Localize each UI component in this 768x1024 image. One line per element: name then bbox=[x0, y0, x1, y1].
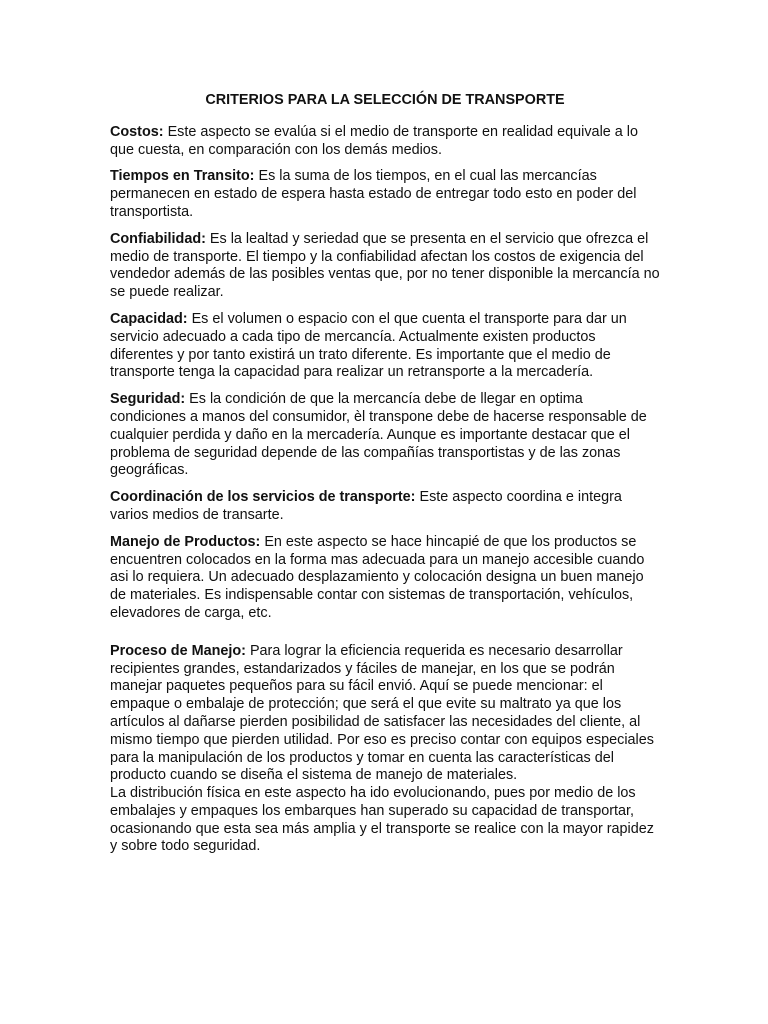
section-text: Este aspecto se evalúa si el medio de transporte en realidad equivale a lo que cuesta, en comparación con los demás medios. bbox=[110, 123, 638, 158]
section-term: Seguridad: bbox=[110, 391, 186, 408]
section-text: Es la lealtad y seriedad que se presenta en el servicio que ofrezca el medio de transporte. El tiempo y la confiabilidad afectan los costos de exigencia del vendedor además de las posibles ventas que, por no tener disponible la mercancía no se puede realizar. bbox=[110, 230, 660, 301]
section-text: Es el volumen o espacio con el que cuenta el transporte para dar un servicio adecuado a cada tipo de mercancía. Actualmente existen productos diferentes y por tanto existirá un trato diferente. Es importante que el medio de transporte tenga la capacidad para realizar un retransporte a la mercadería. bbox=[110, 310, 627, 381]
section-term: Costos: bbox=[110, 123, 164, 140]
section-text: En este aspecto se hace hincapié de que los productos se encuentren colocados en la forma mas adecuada para un manejo accesible cuando asi lo requiera. Un adecuado desplazamiento y colocación designa un buen manejo de materiales. Es indispensable contar con sistemas de transportación, vehículos, elevadores de carga, etc. bbox=[110, 533, 645, 621]
section-tiempos-en-transito bbox=[110, 168, 660, 221]
section-seguridad bbox=[110, 391, 660, 480]
document-title: CRITERIOS PARA LA SELECCIÓN DE TRANSPORTE bbox=[205, 92, 565, 108]
section-proceso-de-manejo bbox=[110, 643, 660, 785]
section-term: Proceso de Manejo: bbox=[110, 642, 246, 659]
document-body bbox=[110, 92, 660, 856]
section-manejo-de-productos bbox=[110, 534, 660, 623]
section-text: Es la condición de que la mercancía debe de llegar en optima condiciones a manos del consumidor, èl transpone debe de hacerse responsable de cualquier perdida y daño en la mercadería. Aunque es importante destacar que el problema de seguridad depende de las compañías transportistas y de las zonas geográficas. bbox=[110, 391, 647, 479]
section-confiabilidad bbox=[110, 231, 660, 302]
section-text: Es la suma de los tiempos, en el cual las mercancías permanecen en estado de espera hasta estado de entregar todo esto en poder del transportista. bbox=[110, 168, 637, 220]
section-text: Para lograr la eficiencia requerida es necesario desarrollar recipientes grandes, estandarizados y fáciles de manejar, en los que se podrán manejar paquetes pequeños para su fácil envió. Aquí se puede mencionar: el empaque o embalaje de protección; que será el que evite su maltrato ya que los artículos al dañarse pierden posibilidad de satisfacer las necesidades del cliente, al mismo tiempo que pierden utilidad. Por eso es preciso contar con equipos especiales para la manipulación de los productos y tomar en cuenta las características del producto cuando se diseña el sistema de manejo de materiales. bbox=[110, 642, 654, 784]
section-coordinacion bbox=[110, 489, 660, 525]
section-capacidad bbox=[110, 311, 660, 382]
section-term: Manejo de Productos: bbox=[110, 533, 261, 550]
section-term: Confiabilidad: bbox=[110, 230, 206, 247]
section-costos bbox=[110, 124, 660, 160]
section-term: Coordinación de los servicios de transporte: bbox=[110, 489, 416, 506]
section-term: Capacidad: bbox=[110, 310, 188, 327]
closing-paragraph: La distribución física en este aspecto ha ido evolucionando, pues por medio de los embalajes y empaques los embarques han superado su capacidad de transportar, ocasionando que esta sea más amplia y el transporte se realice con la mayor rapidez y sobre todo seguridad. bbox=[110, 785, 654, 855]
section-text: Este aspecto coordina e integra varios medios de transarte. bbox=[110, 489, 622, 523]
section-term: Tiempos en Transito: bbox=[110, 168, 255, 185]
